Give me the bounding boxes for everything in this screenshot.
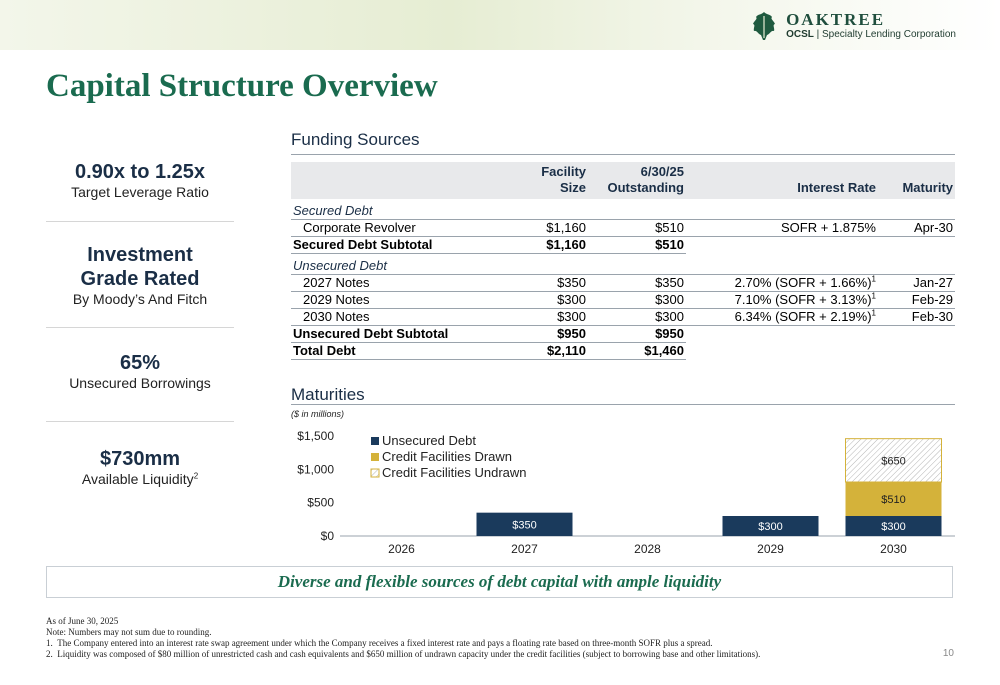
section-rule bbox=[291, 404, 955, 405]
key-message-banner bbox=[46, 566, 953, 598]
table-row: 2030 Notes $300 $300 6.34% (SOFR + 2.19%)$^1$ Feb-30 bbox=[291, 309, 955, 326]
units-note: ($ in millions) bbox=[291, 409, 345, 419]
brand-name: OAKTREE bbox=[786, 10, 886, 29]
x-tick-label: 2028 bbox=[634, 542, 661, 556]
maturities-chart bbox=[280, 420, 960, 560]
kpi-unsecured bbox=[46, 351, 234, 392]
y-tick-label: $0 bbox=[320, 529, 334, 543]
data-label: $300 bbox=[758, 521, 783, 533]
data-label: $350 bbox=[512, 519, 537, 532]
oaktree-logo bbox=[748, 9, 956, 43]
footnotes bbox=[46, 616, 946, 660]
footnote: 2. Liquidity was composed of $80 million of unrestricted cash and cash equivalents and $650 million of undrawn capacity under the credit facilities (subject to borrowing base and other limitations). bbox=[46, 649, 761, 659]
table-row: Corporate Revolver $1,160 $510 SOFR + 1.875% Apr-30 bbox=[291, 220, 955, 237]
x-tick-label: 2026 bbox=[388, 542, 415, 556]
table-row: 2027 Notes $350 $350 2.70% (SOFR + 1.66%)$^1$ Jan-27 bbox=[291, 275, 955, 292]
footnote: 1. The Company entered into an interest rate swap agreement under which the Company receives a fixed interest rate and pays a floating rate based on three-month SOFR plus a spread. bbox=[46, 638, 713, 648]
column-header: Maturity bbox=[878, 162, 955, 199]
x-tick-label: 2029 bbox=[757, 542, 784, 556]
legend-swatch bbox=[371, 437, 379, 445]
oak-leaf-icon bbox=[748, 10, 780, 42]
x-tick-label: 2030 bbox=[880, 542, 907, 556]
kpi-label: By Moody’s And Fitch bbox=[72, 291, 208, 307]
kpi-leverage bbox=[46, 160, 234, 201]
kpi-value: Investment Grade Rated bbox=[80, 244, 200, 290]
kpi-label: Available Liquidity$^2$ bbox=[81, 471, 199, 487]
column-header: 6/30/25 Outstanding bbox=[588, 162, 686, 199]
total-row: Total Debt $2,110 $1,460 bbox=[293, 343, 684, 358]
brand-subtitle: OCSL | Specialty Lending Corporation bbox=[786, 29, 956, 40]
category-row: Secured Debt bbox=[291, 199, 955, 220]
column-header: Facility Size bbox=[491, 162, 588, 199]
y-tick-label: $1,500 bbox=[297, 429, 334, 443]
subtotal-row: Unsecured Debt Subtotal $950 $950 bbox=[293, 326, 684, 341]
column-header: Interest Rate bbox=[686, 162, 878, 199]
table-header-row bbox=[291, 162, 955, 199]
legend-label: Unsecured Debt bbox=[382, 433, 476, 448]
legend-label: Credit Facilities Drawn bbox=[382, 449, 513, 464]
table-row: 2029 Notes $300 $300 7.10% (SOFR + 3.13%)$^1$ Feb-29 bbox=[291, 292, 955, 309]
section-rule bbox=[291, 154, 955, 155]
kpi-divider bbox=[46, 421, 234, 422]
kpi-value: 65% bbox=[119, 352, 161, 374]
y-tick-label: $1,000 bbox=[297, 462, 334, 477]
footnote-marker: 2 bbox=[193, 471, 199, 481]
kpi-label: Unsecured Borrowings bbox=[69, 375, 211, 391]
legend-label: Credit Facilities Undrawn bbox=[382, 465, 527, 480]
maturities-title: Maturities bbox=[291, 385, 365, 404]
column-header bbox=[291, 162, 491, 199]
funding-sources-table bbox=[291, 162, 955, 360]
y-tick-label: $500 bbox=[307, 495, 334, 510]
kpi-liquidity bbox=[46, 447, 234, 488]
banner-text: Diverse and flexible sources of debt capital with ample liquidity bbox=[277, 572, 722, 591]
kpi-value: 0.90x to 1.25x bbox=[74, 161, 206, 183]
kpi-divider bbox=[46, 221, 234, 222]
page-title: Capital Structure Overview bbox=[46, 68, 438, 104]
funding-sources-title: Funding Sources bbox=[291, 130, 420, 149]
subtotal-row: Secured Debt Subtotal $1,160 $510 bbox=[293, 237, 684, 252]
category-row: Unsecured Debt bbox=[291, 254, 955, 275]
legend-swatch bbox=[371, 469, 379, 477]
x-tick-label: 2027 bbox=[511, 542, 538, 556]
data-label: $510 bbox=[881, 494, 906, 506]
data-label: $300 bbox=[881, 521, 906, 533]
kpi-rating bbox=[46, 243, 234, 308]
kpi-divider bbox=[46, 327, 234, 328]
footnote: As of June 30, 2025 bbox=[46, 616, 119, 626]
data-label: $650 bbox=[881, 455, 906, 468]
legend-swatch bbox=[371, 453, 379, 461]
kpi-label: Target Leverage Ratio bbox=[71, 184, 209, 200]
kpi-value: $730mm bbox=[99, 448, 181, 470]
footnote: Note: Numbers may not sum due to rounding. bbox=[46, 627, 212, 637]
page-number: 10 bbox=[942, 648, 954, 659]
